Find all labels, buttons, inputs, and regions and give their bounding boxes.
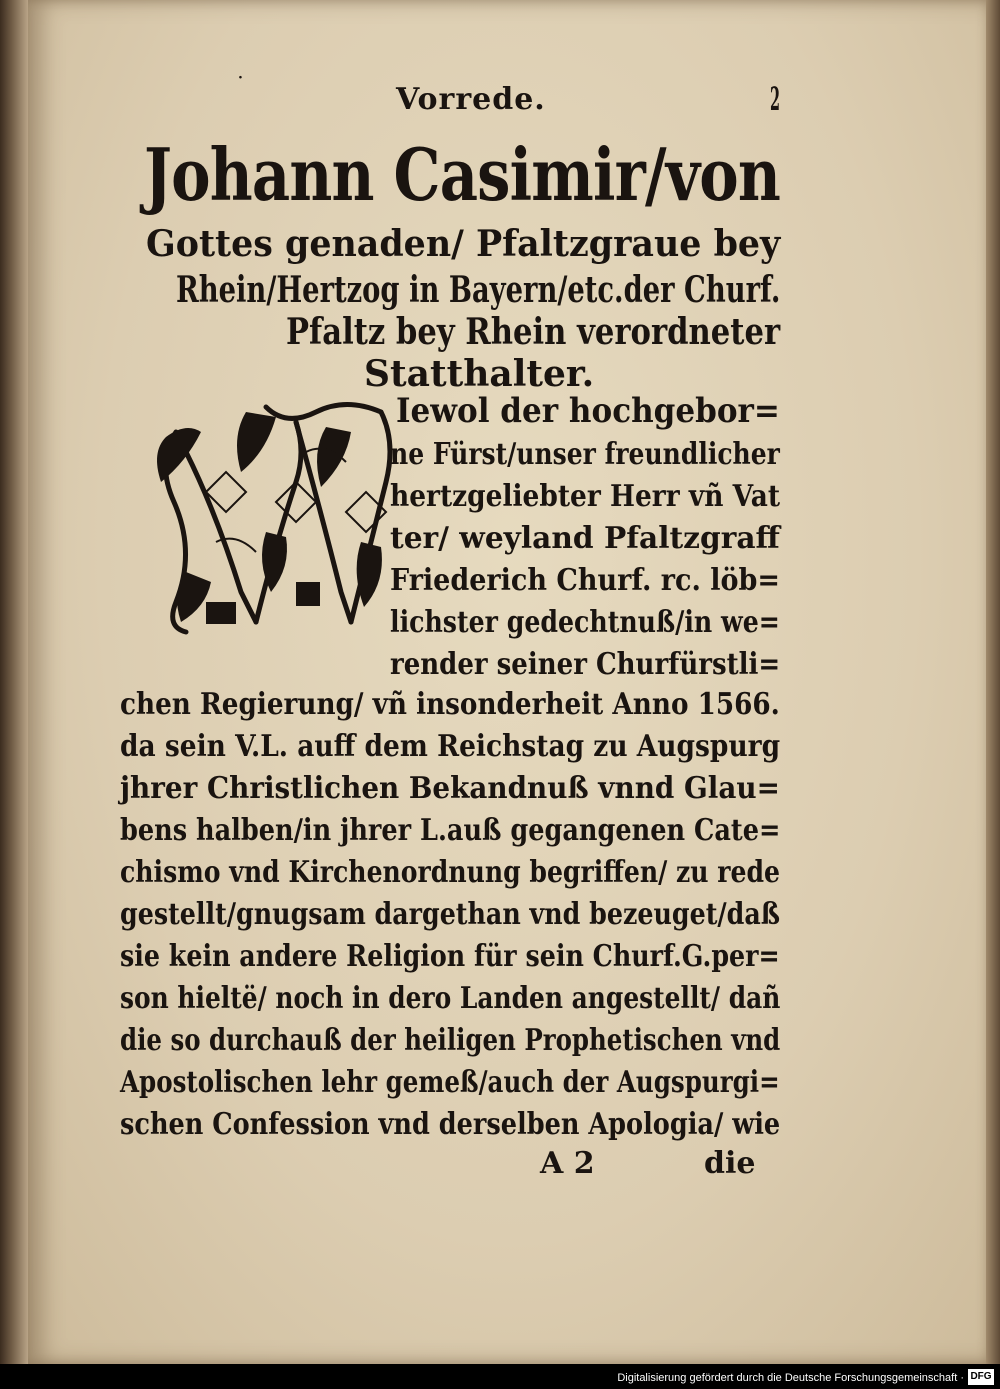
text-line: Friederich Churf. rc. löb= xyxy=(390,563,781,598)
ink-dot: · xyxy=(238,70,243,86)
page-number: 2 xyxy=(770,80,780,118)
book-left-edge xyxy=(0,0,28,1389)
text-line: Apostolischen lehr gemeß/auch der Augspurgi= xyxy=(120,1065,780,1100)
text-line: gestellt/gnugsam dargethan vnd bezeuget/daß xyxy=(120,897,781,932)
text-line: die so durchauß der heiligen Prophetischen vnd xyxy=(120,1023,781,1058)
title-line-2: Rhein/Hertzog in Bayern/etc.der Churf. xyxy=(176,269,781,311)
text-line: schen Confession vnd derselben Apologia/ wie xyxy=(120,1107,781,1142)
credit-bar xyxy=(0,1364,1000,1389)
text-line: bens halben/in jhrer L.auß gegangenen Cate= xyxy=(120,813,781,848)
text-line: render seiner Churfürstli= xyxy=(390,647,781,682)
book-page xyxy=(28,0,990,1364)
text-line: lichster gedechtnuß/in we= xyxy=(390,605,780,640)
title-line-3: Pfaltz bey Rhein verordneter xyxy=(286,311,781,353)
text-line: hertzgeliebter Herr vñ Vat xyxy=(390,479,781,514)
book-right-edge xyxy=(986,0,1000,1364)
text-line: Iewol der hochgebor= xyxy=(396,391,780,431)
title-line-1: Gottes genaden/ Pfaltzgraue bey xyxy=(146,223,781,265)
credit-text: Digitalisierung gefördert durch die Deutsche Forschungsgemeinschaft · xyxy=(617,1372,964,1384)
text-line: da sein V.L. auff dem Reichstag zu Augspurg xyxy=(120,729,781,764)
ornamental-initial-w-icon xyxy=(146,392,408,640)
text-line: ter/ weyland Pfaltzgraff xyxy=(390,521,780,556)
signature-mark: A 2 xyxy=(540,1146,595,1181)
text-line: son hieltë/ noch in dero Landen angestellt/ dañ xyxy=(120,981,781,1016)
text-line: jhrer Christlichen Bekandnuß vnnd Glau= xyxy=(120,771,780,806)
catchword: die xyxy=(704,1146,756,1181)
running-title: Vorrede. xyxy=(396,82,546,117)
text-line: chen Regierung/ vñ insonderheit Anno 1566. xyxy=(120,687,780,722)
title-line-4: Statthalter. xyxy=(364,353,595,395)
text-line: ne Fürst/unser freundlicher xyxy=(390,437,780,472)
dfg-logo-icon: DFG xyxy=(968,1369,994,1385)
title-name: Johann Casimir/von xyxy=(144,132,781,217)
text-line: chismo vnd Kirchenordnung begriffen/ zu rede xyxy=(120,855,781,890)
text-line: sie kein andere Religion für sein Churf.G.per= xyxy=(120,939,780,974)
